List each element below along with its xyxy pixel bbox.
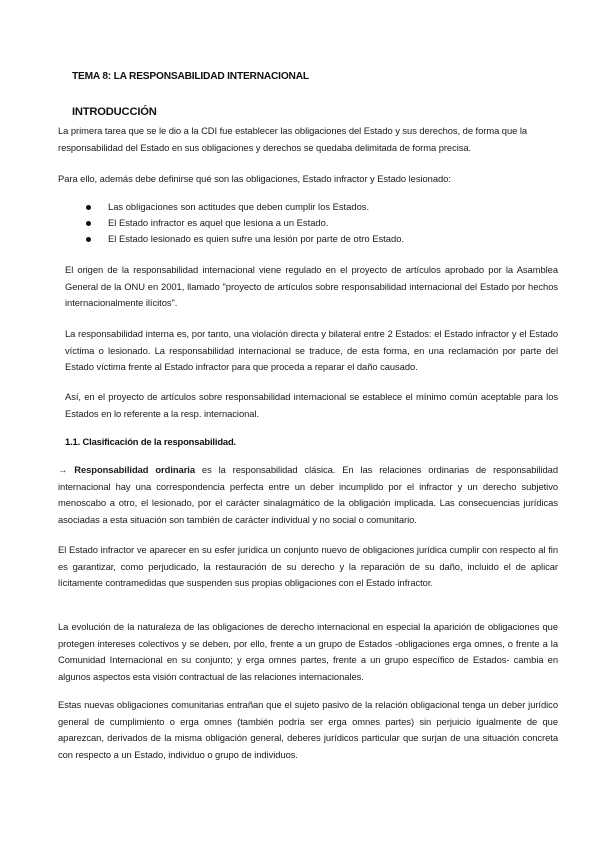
document-title: TEMA 8: LA RESPONSABILIDAD INTERNACIONAL <box>72 71 309 82</box>
section-heading: 1.1. Clasificación de la responsabilidad. <box>65 436 236 447</box>
intro-heading: INTRODUCCIÓN <box>72 106 157 118</box>
paragraph-intro: La primera tarea que se le dio a la CDI fue establecer las obligaciones del Estado y sus derechos, de forma que la responsabilidad del Estado en sus obligaciones y derechos se quedaba delimitada de forma precisa. <box>58 125 528 153</box>
list-item <box>86 231 404 247</box>
list-item-text: Las obligaciones son actitudes que deben cumplir los Estados. <box>108 201 370 212</box>
paragraph-infractor-state: El Estado infractor ve aparecer en su esfer jurídica un conjunto nuevo de obligaciones jurídica cumplir con respecto al fin es garantizar, como perjudicado, la restauración de su derecho y la reparación de su daño, incluido el de aplicar lícitamente contramedidas que suspenden sus propias obligaciones con el Estado infractor. <box>58 544 558 589</box>
bullet-icon <box>86 221 91 226</box>
bullet-icon <box>86 237 91 242</box>
list-item-text: El Estado infractor es aquel que lesiona a un Estado. <box>108 217 329 229</box>
arrow-icon: → <box>58 464 68 475</box>
paragraph-minimum-common: Así, en el proyecto de artículos sobre responsabilidad internacional se establece el mínimo común aceptable para los Estados en lo referente a la resp. internacional. <box>65 391 558 419</box>
bullet-icon <box>86 205 91 210</box>
paragraph-internal-responsibility: La responsabilidad interna es, por tanto, una violación directa y bilateral entre 2 Estados: el Estado infractor y el Estado víctima o lesionado. La responsabilidad internacional se traduce, de esta forma, en una reclamación por parte del Estado víctima frente al Estado infractor para que proceda a reparar el daño causado. <box>65 328 558 373</box>
paragraph-evolution: La evolución de la naturaleza de las obligaciones de derecho internacional en especial la aparición de obligaciones que protegen intereses colectivos y se deben, por ello, frente a un grupo de Estados -obligaciones erga omnes, o frente a la Comunidad Internacional en su conjunto; y erga omnes partes, frente a un grupo específico de Estados- cambia en algunos aspectos esta visión contractual de las relaciones internacionales. <box>58 621 558 682</box>
paragraph-text: es la responsabilidad clásica. En las relaciones ordinarias de responsabilidad internacional hay una correspondencia perfecta entre un deber incumplido por el infractor y un derecho subjetivo menoscabo a otro, el lesionado, por el carácter sinalagmático de la obligación implicada. Las consecuencias jurídicas asociadas a esta situación son también de carácter individual y no social o comunitario. <box>58 464 558 525</box>
list-item <box>86 199 404 215</box>
paragraph-definitions-lead: Para ello, además debe definirse qué son las obligaciones, Estado infractor y Estado lesionado: <box>58 173 451 184</box>
paragraph-ordinary-responsibility <box>58 462 558 528</box>
definitions-list <box>86 199 404 248</box>
list-item <box>86 215 404 231</box>
paragraph-origin: El origen de la responsabilidad internacional viene regulado en el proyecto de artículos aprobado por la Asamblea General de la ONU en 2001, llamado "proyecto de artículos sobre responsabilidad internacional del Estado por hechos internacionalmente ilícitos". <box>65 264 558 309</box>
paragraph-community-obligations: Estas nuevas obligaciones comunitarias entrañan que el sujeto pasivo de la relación obligacional tenga un deber jurídico general de cumplimiento o erga omnes (también podría ser erga omnes partes) sin perjuicio igualmente de que aparezcan, derivados de la misma obligación general, deberes jurídicos particular que surjan de una situación concreta con respecto a un Estado, individuo o grupo de individuos. <box>58 699 558 760</box>
term-bold: Responsabilidad ordinaria <box>74 464 196 475</box>
list-item-text: El Estado lesionado es quien sufre una lesión por parte de otro Estado. <box>108 233 405 245</box>
